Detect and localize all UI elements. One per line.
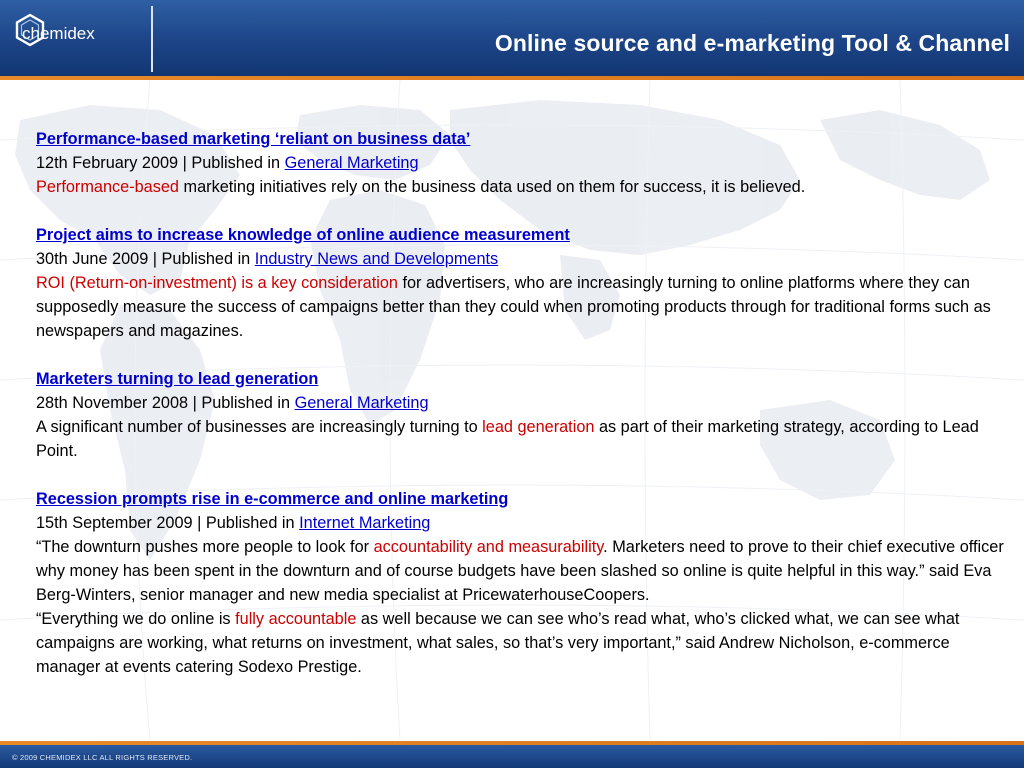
article-title-link[interactable]: Recession prompts rise in e-commerce and online marketing xyxy=(36,490,509,508)
highlight-text: ROI (Return-on-investment) is a key consideration xyxy=(36,274,398,292)
category-link[interactable]: Industry News and Developments xyxy=(254,250,499,268)
footer-bar xyxy=(0,745,1024,768)
article-meta xyxy=(36,247,1016,271)
article-body xyxy=(36,535,1016,607)
body-text: for advertisers, who are increasingly turning to online platforms where they can supposedly measure the success of campaigns better than they could when promoting products through for traditional forms such as newspapers and magazines. xyxy=(36,274,991,340)
article-2 xyxy=(36,223,1016,343)
article-date: 28th November 2008 | Published in xyxy=(36,394,295,412)
article-meta xyxy=(36,511,1016,535)
body-text: “Everything we do online is xyxy=(36,610,236,628)
body-text: marketing initiatives rely on the business data used on them for success, it is believed. xyxy=(179,178,806,196)
article-4 xyxy=(36,487,1016,679)
chemidex-logo xyxy=(12,12,140,60)
article-body xyxy=(36,175,1016,199)
copyright-text: © 2009 CHEMIDEX LLC ALL RIGHTS RESERVED. xyxy=(12,753,193,762)
body-text: . Marketers need to prove to their chief executive officer why money has been spent in the downturn and of course budgets have been slashed so online is quite helpful in this way.” said Eva Berg-Winters, senior manager and new media specialist at PricewaterhouseCoopers. xyxy=(36,538,1004,604)
logo-text: chemidex xyxy=(22,24,95,43)
article-1 xyxy=(36,127,1016,199)
category-link[interactable]: General Marketing xyxy=(294,394,429,412)
highlight-text: fully accountable xyxy=(235,610,357,628)
category-link[interactable]: General Marketing xyxy=(284,154,419,172)
article-body xyxy=(36,415,1016,463)
logo-divider xyxy=(151,6,153,72)
article-list xyxy=(36,127,1016,679)
article-3 xyxy=(36,367,1016,463)
article-date: 15th September 2009 | Published in xyxy=(36,514,300,532)
highlight-text: Performance-based xyxy=(36,178,179,196)
article-meta xyxy=(36,391,1016,415)
slide-title: Online source and e-marketing Tool & Channel xyxy=(494,30,1010,56)
article-title-link[interactable]: Project aims to increase knowledge of online audience measurement xyxy=(36,226,570,244)
article-date: 30th June 2009 | Published in xyxy=(36,250,255,268)
highlight-text: accountability and measurability xyxy=(373,538,604,556)
body-text: “The downturn pushes more people to look for xyxy=(36,538,374,556)
highlight-text: lead generation xyxy=(482,418,595,436)
article-meta xyxy=(36,151,1016,175)
article-title-link[interactable]: Performance-based marketing ‘reliant on business data’ xyxy=(36,130,471,148)
article-body xyxy=(36,271,1016,343)
body-text: as part of their marketing strategy, according to Lead Point. xyxy=(36,418,979,460)
article-date: 12th February 2009 | Published in xyxy=(36,154,285,172)
body-text: as well because we can see who’s read what, who’s clicked what, we can see what campaigns are working, what returns on investment, what sales, so that’s very important,” said Andrew Nicholson, e-commerce manager at events catering Sodexo Prestige. xyxy=(36,610,960,676)
body-text: A significant number of businesses are increasingly turning to xyxy=(36,418,483,436)
article-quote xyxy=(36,607,1016,679)
category-link[interactable]: Internet Marketing xyxy=(299,514,431,532)
article-title-link[interactable]: Marketers turning to lead generation xyxy=(36,370,319,388)
